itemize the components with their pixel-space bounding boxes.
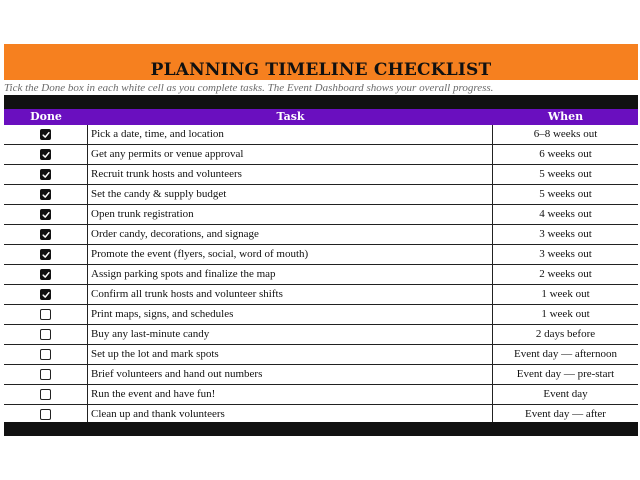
table-row [4,185,638,205]
task-cell[interactable]: Get any permits or venue approval [88,145,493,164]
task-cell[interactable]: Run the event and have fun! [88,385,493,404]
bottom-divider-band [4,422,638,436]
task-cell[interactable]: Order candy, decorations, and signage [88,225,493,244]
checkmark-icon [42,291,50,299]
when-cell[interactable]: 3 weeks out [539,248,592,260]
checkmark-icon [42,211,50,219]
when-cell[interactable]: 2 weeks out [539,268,592,280]
table-row [4,305,638,325]
top-divider-band [4,95,638,109]
table-header-row [4,109,638,125]
when-cell[interactable]: 1 week out [541,308,590,320]
when-cell[interactable]: 4 weeks out [539,208,592,220]
page-title: PLANNING TIMELINE CHECKLIST [150,60,492,80]
when-cell[interactable]: 5 weeks out [539,188,592,200]
done-cell[interactable] [4,225,88,244]
table-row [4,345,638,365]
table-row [4,385,638,405]
checkbox-checked[interactable] [40,229,51,240]
table-row [4,205,638,225]
task-cell[interactable]: Pick a date, time, and location [88,125,493,144]
checkbox-checked[interactable] [40,129,51,140]
table-row [4,365,638,385]
checkmark-icon [42,271,50,279]
checkmark-icon [42,171,50,179]
task-cell[interactable]: Set up the lot and mark spots [88,345,493,364]
table-row [4,325,638,345]
checkmark-icon [42,191,50,199]
done-cell[interactable] [4,385,88,404]
checkbox-checked[interactable] [40,289,51,300]
table-body [4,125,638,425]
done-cell[interactable] [4,245,88,264]
when-cell[interactable]: 6 weeks out [539,148,592,160]
checkmark-icon [42,231,50,239]
done-cell[interactable] [4,165,88,184]
header-task[interactable]: Task [276,110,305,123]
when-cell[interactable]: 1 week out [541,288,590,300]
when-cell[interactable]: Event day — afternoon [514,348,617,360]
task-cell[interactable]: Open trunk registration [88,205,493,224]
checkbox-checked[interactable] [40,169,51,180]
checkmark-icon [42,131,50,139]
checkbox-checked[interactable] [40,249,51,260]
table-row [4,265,638,285]
when-cell[interactable]: Event day — pre-start [516,368,615,380]
task-cell[interactable]: Clean up and thank volunteers [88,405,493,424]
checkbox-checked[interactable] [40,269,51,280]
header-when[interactable]: When [547,110,584,123]
when-cell[interactable]: 5 weeks out [539,168,592,180]
checkbox-unchecked[interactable] [40,329,51,340]
task-cell[interactable]: Brief volunteers and hand out numbers [88,365,493,384]
task-cell[interactable]: Set the candy & supply budget [88,185,493,204]
task-cell[interactable]: Assign parking spots and finalize the map [88,265,493,284]
task-cell[interactable]: Confirm all trunk hosts and volunteer shifts [88,285,493,304]
checkbox-unchecked[interactable] [40,389,51,400]
done-cell[interactable] [4,125,88,144]
checkbox-unchecked[interactable] [40,349,51,360]
done-cell[interactable] [4,205,88,224]
checkmark-icon [42,151,50,159]
task-cell[interactable]: Buy any last-minute candy [88,325,493,344]
checkbox-unchecked[interactable] [40,409,51,420]
table-row [4,285,638,305]
checkbox-unchecked[interactable] [40,309,51,320]
checkbox-checked[interactable] [40,149,51,160]
when-cell[interactable]: 6–8 weeks out [533,128,598,140]
done-cell[interactable] [4,145,88,164]
done-cell[interactable] [4,345,88,364]
task-cell[interactable]: Print maps, signs, and schedules [88,305,493,324]
task-cell[interactable]: Promote the event (flyers, social, word of mouth) [88,245,493,264]
checklist-table [4,109,638,425]
done-cell[interactable] [4,285,88,304]
checkbox-checked[interactable] [40,189,51,200]
done-cell[interactable] [4,265,88,284]
instructions-text: Tick the Done box in each white cell as you complete tasks. The Event Dashboard shows your overall progress. [4,82,494,94]
table-row [4,145,638,165]
checkbox-unchecked[interactable] [40,369,51,380]
table-row [4,225,638,245]
task-cell[interactable]: Recruit trunk hosts and volunteers [88,165,493,184]
table-row [4,165,638,185]
when-cell[interactable]: Event day — after [525,408,606,420]
title-band [4,44,638,80]
table-row [4,245,638,265]
done-cell[interactable] [4,365,88,384]
done-cell[interactable] [4,325,88,344]
when-cell[interactable]: 2 days before [535,328,596,340]
header-done[interactable]: Done [30,110,62,123]
done-cell[interactable] [4,305,88,324]
checkmark-icon [42,251,50,259]
table-row [4,125,638,145]
checkbox-checked[interactable] [40,209,51,220]
done-cell[interactable] [4,185,88,204]
when-cell[interactable]: Event day [543,388,588,400]
when-cell[interactable]: 3 weeks out [539,228,592,240]
